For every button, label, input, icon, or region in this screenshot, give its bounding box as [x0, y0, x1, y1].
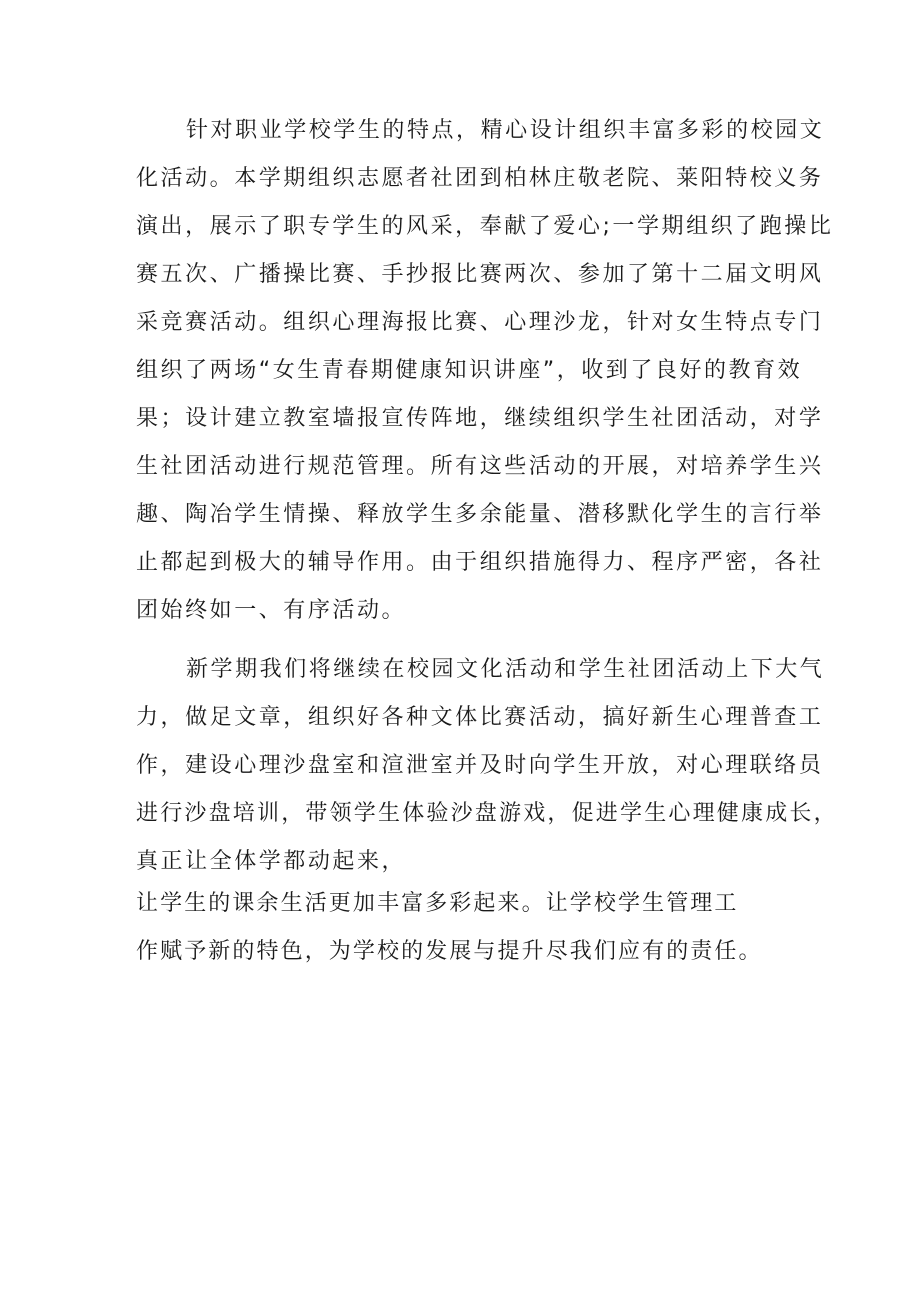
text-line: 演出，展示了职专学生的风采，奉献了爱心;一学期组织了跑操比 — [136, 214, 834, 239]
text-line: 作，建设心理沙盘室和渲泄室并及时向学生开放，对心理联络员 — [136, 753, 824, 778]
text-line: 让学生的课余生活更加丰富多彩起来。让学校学生管理工 — [136, 891, 739, 916]
text-line: 止都起到极大的辅导作用。由于组织措施得力、程序严密，各社 — [136, 550, 824, 575]
text-line: 进行沙盘培训，带领学生体验沙盘游戏，促进学生心理健康成长， — [136, 801, 838, 826]
text-line: 力，做足文章，组织好各种文体比赛活动，搞好新生心理普查工 — [136, 705, 824, 730]
text-line: 针对职业学校学生的特点，精心设计组织丰富多彩的校园文 — [186, 118, 825, 143]
text-line: 团始终如一、有序活动。 — [136, 598, 407, 623]
text-line: 新学期我们将继续在校园文化活动和学生社团活动上下大气 — [186, 657, 825, 682]
text-line: 生社团活动进行规范管理。所有这些活动的开展，对培养学生兴 — [136, 454, 824, 479]
text-line: 赛五次、广播操比赛、手抄报比赛两次、参加了第十二届文明风 — [136, 262, 824, 287]
text-line: 真正让全体学都动起来， — [136, 849, 407, 874]
text-line: 趣、陶冶学生情操、释放学生多余能量、潜移默化学生的言行举 — [136, 502, 824, 527]
text-line: 作赋予新的特色，为学校的发展与提升尽我们应有的责任。 — [136, 939, 763, 964]
text-line: 化活动。本学期组织志愿者社团到柏林庄敬老院、莱阳特校义务 — [136, 166, 824, 191]
text-line: 组织了两场“女生青春期健康知识讲座”，收到了良好的教育效 — [136, 358, 803, 383]
text-line: 果；设计建立教室墙报宣传阵地，继续组织学生社团活动，对学 — [136, 406, 824, 431]
text-line: 采竞赛活动。组织心理海报比赛、心理沙龙，针对女生特点专门 — [136, 310, 824, 335]
